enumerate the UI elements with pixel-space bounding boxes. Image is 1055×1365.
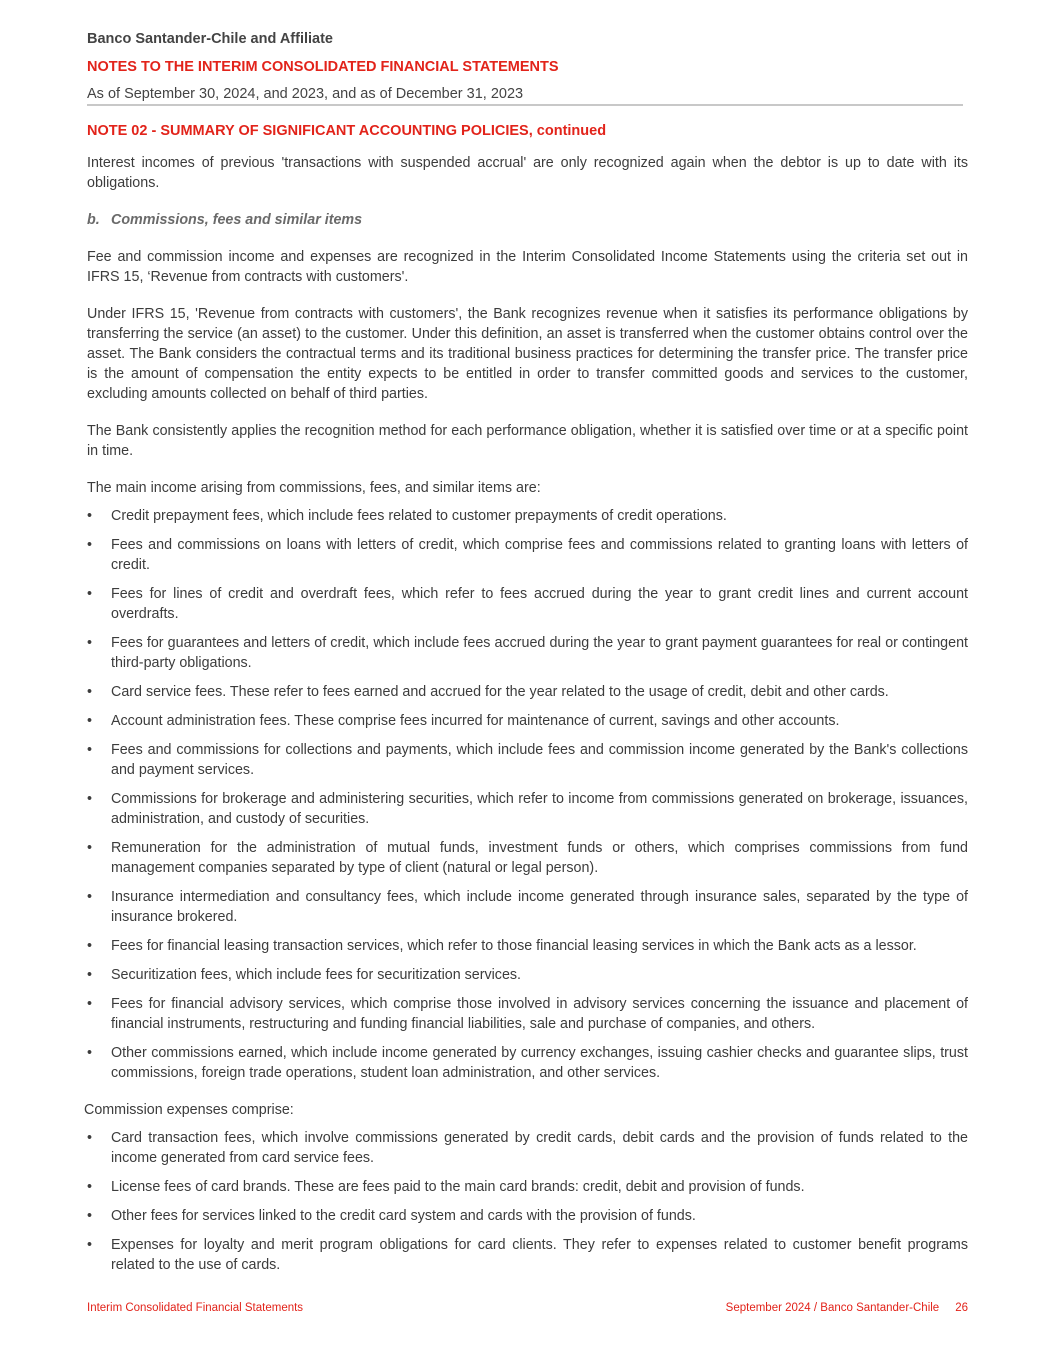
list-item (87, 1043, 968, 1083)
header-divider (87, 104, 963, 106)
bullet-icon: • (87, 1237, 93, 1253)
income-items-list (87, 506, 968, 1083)
list-item-text: Card service fees. These refer to fees earned and accrued for the year related to the usage of credit, debit and other cards. (111, 684, 889, 700)
list-item-text: Fees and commissions for collections and payments, which include fees and commission income generated by the Bank's collections and payment services. (111, 742, 968, 778)
bullet-icon: • (87, 791, 93, 807)
bullet-icon: • (87, 635, 93, 651)
footer-info (726, 1302, 968, 1314)
list-item-text: Insurance intermediation and consultancy fees, which include income generated through insurance sales, separated by the type of insurance brokered. (111, 889, 968, 925)
list-item-text: Remuneration for the administration of mutual funds, investment funds or others, which comprises commissions from fund management companies separated by type of client (natural or legal person). (111, 840, 968, 876)
bullet-icon: • (87, 508, 93, 524)
list-item (87, 1206, 968, 1226)
paragraph-ifrs15-criteria: Fee and commission income and expenses are recognized in the Interim Consolidated Income Statements using the criteria set out in IFRS 15, ‘Revenue from contracts with customers'. (87, 249, 968, 285)
list-item-text: Card transaction fees, which involve commissions generated by credit cards, debit cards and the provision of funds related to the income generated from card service fees. (111, 1130, 968, 1166)
bullet-icon: • (87, 967, 93, 983)
bullet-icon: • (87, 1179, 93, 1195)
list-item-text: Other fees for services linked to the credit card system and cards with the provision of funds. (111, 1208, 696, 1224)
list-item (87, 936, 968, 956)
list-item (87, 535, 968, 575)
bullet-icon: • (87, 1208, 93, 1224)
list-item (87, 1235, 968, 1275)
footer-period: September 2024 / Banco Santander-Chile (725, 1302, 940, 1314)
bullet-icon: • (87, 684, 93, 700)
list-item-text: License fees of card brands. These are fees paid to the main card brands: credit, debit and provision of funds. (111, 1179, 805, 1195)
list-item (87, 633, 968, 673)
subheading-label: b. (87, 212, 100, 228)
bullet-icon: • (87, 537, 93, 553)
list-item (87, 838, 968, 878)
note-content (84, 121, 968, 1292)
expense-items-list (87, 1128, 968, 1275)
bullet-icon: • (87, 1045, 93, 1061)
list-item-text: Fees for financial advisory services, which comprise those involved in advisory services concerning the issuance and placement of financial instruments, restructuring and funding financial liabilities, sale and purchase of companies, and others. (111, 996, 968, 1032)
list-item-text: Credit prepayment fees, which include fees related to customer prepayments of credit operations. (111, 508, 727, 524)
list-item-text: Fees and commissions on loans with letters of credit, which comprise fees and commissions related to granting loans with letters of credit. (111, 537, 968, 573)
company-name: Banco Santander-Chile and Affiliate (87, 31, 333, 47)
list-item-text: Commissions for brokerage and administering securities, which refer to income from commissions generated on brokerage, issuances, administration, and custody of securities. (111, 791, 968, 827)
paragraph-main-income-intro: The main income arising from commissions, fees, and similar items are: (87, 480, 541, 496)
list-item-text: Securitization fees, which include fees for securitization services. (111, 967, 522, 983)
list-item (87, 1177, 968, 1197)
paragraph-recognition-method: The Bank consistently applies the recognition method for each performance obligation, whether it is satisfied over time or at a specific point in time. (87, 423, 968, 459)
list-item-text: Fees for guarantees and letters of credit, which include fees accrued during the year to grant payment guarantees for real or contingent third-party obligations. (111, 635, 968, 671)
bullet-icon: • (87, 840, 93, 856)
bullet-icon: • (87, 938, 93, 954)
bullet-icon: • (87, 586, 93, 602)
list-item (87, 711, 968, 731)
list-item-text: Fees for financial leasing transaction services, which refer to those financial leasing services in which the Bank acts as a lessor. (111, 938, 917, 954)
note-heading: NOTE 02 - SUMMARY OF SIGNIFICANT ACCOUNTING POLICIES, continued (87, 123, 607, 139)
page-number: 26 (955, 1302, 968, 1314)
list-item-text: Expenses for loyalty and merit program obligations for card clients. They refer to expenses related to customer benefit programs related to the use of cards. (111, 1237, 968, 1273)
subheading-text: Commissions, fees and similar items (111, 212, 363, 228)
paragraph-suspended-accrual: Interest incomes of previous 'transactions with suspended accrual' are only recognized again when the debtor is up to date with its obligations. (87, 155, 968, 191)
list-item (87, 965, 968, 985)
list-item (87, 1128, 968, 1168)
paragraph-expenses-intro: Commission expenses comprise: (84, 1102, 294, 1118)
as-of-date: As of September 30, 2024, and 2023, and as of December 31, 2023 (87, 86, 524, 102)
list-item (87, 584, 968, 624)
list-item (87, 789, 968, 829)
list-item-text: Other commissions earned, which include income generated by currency exchanges, issuing cashier checks and guarantee slips, trust commissions, foreign trade operations, student loan administration, and other services. (111, 1045, 968, 1081)
bullet-icon: • (87, 713, 93, 729)
notes-title: NOTES TO THE INTERIM CONSOLIDATED FINANCIAL STATEMENTS (87, 59, 559, 75)
list-item (87, 994, 968, 1034)
list-item (87, 887, 968, 927)
subheading-commissions (87, 210, 968, 230)
bullet-icon: • (87, 742, 93, 758)
list-item-text: Account administration fees. These comprise fees incurred for maintenance of current, savings and other accounts. (111, 713, 840, 729)
list-item (87, 682, 968, 702)
bullet-icon: • (87, 996, 93, 1012)
list-item (87, 506, 968, 526)
bullet-icon: • (87, 1130, 93, 1146)
list-item (87, 740, 968, 780)
paragraph-ifrs15-revenue: Under IFRS 15, 'Revenue from contracts with customers', the Bank recognizes revenue when it satisfies its performance obligations by transferring the service (an asset) to the customer. Under this definition, an asset is transferred when the customer obtains control over the asset. The Bank considers the contractual terms and its traditional business practices for determining the transfer price. The transfer price is the amount of compensation the entity expects to be entitled in order to transfer committed goods and services to the customer, excluding amounts collected on behalf of third parties. (87, 306, 968, 402)
list-item-text: Fees for lines of credit and overdraft fees, which refer to fees accrued during the year to grant credit lines and current account overdrafts. (111, 586, 968, 622)
footer-document-title: Interim Consolidated Financial Statements (87, 1302, 304, 1314)
bullet-icon: • (87, 889, 93, 905)
